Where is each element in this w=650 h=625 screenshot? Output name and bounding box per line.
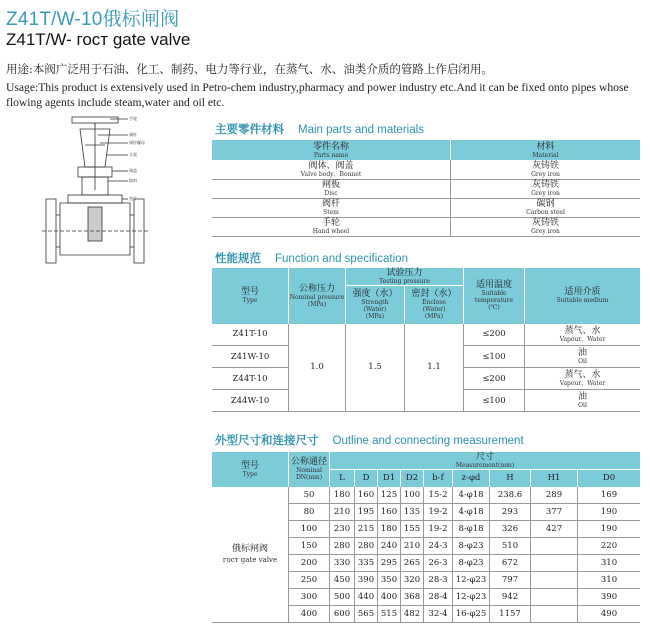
dn-cell: 300 (289, 589, 330, 606)
dim-cell (531, 538, 578, 555)
dim-cell: 4-φ18 (453, 487, 490, 504)
materials-table (212, 140, 640, 237)
material-cell: 灰铸铁 Grey iron (451, 160, 641, 179)
dims-col-header: H (490, 470, 531, 487)
dim-cell: 100 (401, 487, 424, 504)
table-row (212, 198, 640, 217)
dims-col-header: D (355, 470, 378, 487)
drawing-label: 支架 (129, 152, 137, 157)
dim-cell: 4-φ18 (453, 504, 490, 521)
dim-cell: 8-φ18 (453, 521, 490, 538)
dims-col-header: H1 (531, 470, 578, 487)
dn-cell: 250 (289, 572, 330, 589)
medium-cell: 油 Oil (525, 346, 641, 368)
dim-cell: 32-4 (424, 606, 453, 623)
materials-section-title (215, 121, 424, 137)
dn-cell: 400 (289, 606, 330, 623)
gate-valve-drawing-icon (40, 115, 160, 275)
dim-cell: 310 (578, 572, 641, 589)
dims-col-header: b-f (424, 470, 453, 487)
dims-type-en: гост gate valve (222, 556, 278, 565)
dim-cell: 230 (330, 521, 355, 538)
drawing-label: 填料 (129, 178, 137, 183)
dim-cell: 1157 (490, 606, 531, 623)
drawing-label: 阀盖 (129, 168, 137, 173)
dim-cell: 190 (578, 504, 641, 521)
dim-cell: 160 (355, 487, 378, 504)
dim-cell: 326 (490, 521, 531, 538)
dim-cell: 565 (355, 606, 378, 623)
dim-cell: 330 (330, 555, 355, 572)
material-cell: 碳钢 Carbon steel (451, 198, 641, 217)
dim-cell (531, 589, 578, 606)
dim-cell: 440 (355, 589, 378, 606)
dn-cell: 150 (289, 538, 330, 555)
dim-cell: 280 (330, 538, 355, 555)
dim-cell: 350 (378, 572, 401, 589)
material-cell: 灰铸铁 Grey iron (451, 179, 641, 198)
dims-header-type: 型号 Type (240, 460, 259, 478)
drawing-label: 手轮 (129, 116, 137, 121)
drawing-label: 阀杆螺母 (129, 140, 145, 145)
usage-text-en: Usage:This product is extensively used in Petro-chem industry,pharmacy and power industry etc.And it can be fixed onto pipes whose flowing agents include steam,water and oil etc. (6, 81, 629, 109)
temp-cell: ≤200 (464, 368, 525, 390)
dim-cell: 12-φ23 (453, 572, 490, 589)
part-cell: 阀杆 Stem (321, 199, 340, 216)
dims-type-cell (212, 487, 289, 623)
drawing-label: 垫片 (129, 196, 137, 201)
dims-section-title (215, 432, 524, 448)
spec-header-nominal: 公称压力 Nominal pressure (MPa) (289, 268, 346, 324)
type-cell: Z44T-10 (212, 368, 289, 390)
materials-title-cn: 主要零件材料 (215, 122, 284, 136)
dim-cell: 15-2 (424, 487, 453, 504)
dim-cell: 797 (490, 572, 531, 589)
dim-cell: 12-φ23 (453, 589, 490, 606)
dim-cell: 210 (330, 504, 355, 521)
dim-cell: 8-φ23 (453, 555, 490, 572)
dim-cell: 28-3 (424, 572, 453, 589)
dim-cell: 19-2 (424, 521, 453, 538)
dn-cell: 50 (289, 487, 330, 504)
dim-cell: 265 (401, 555, 424, 572)
materials-header-material: 材料 Material (451, 140, 641, 160)
dim-cell: 125 (378, 487, 401, 504)
dim-cell: 169 (578, 487, 641, 504)
dim-cell: 8-φ23 (453, 538, 490, 555)
materials-title-en: Main parts and materials (298, 124, 424, 136)
dim-cell: 295 (378, 555, 401, 572)
part-cell: 闸板 Disc (321, 180, 340, 197)
usage-text-cn: 用途:本阀广泛用于石油、化工、制药、电力等行业，在蒸气、水、油类介质的管路上作启闭用。 (6, 62, 493, 76)
dim-cell: 490 (578, 606, 641, 623)
dim-cell: 320 (401, 572, 424, 589)
medium-cell: 蒸气、水 Vapour、Water (525, 324, 641, 346)
spec-header-temperature: 适用温度 Suitable temperature (℃) (464, 268, 525, 324)
spec-section-title (215, 250, 408, 266)
dims-col-header: D1 (378, 470, 401, 487)
dims-title-cn: 外型尺寸和连接尺寸 (215, 433, 319, 447)
temp-cell: ≤200 (464, 324, 525, 346)
page-subtitle: Z41T/W- гост gate valve (6, 30, 191, 49)
dims-title-en: Outline and connecting measurement (332, 435, 524, 447)
dim-cell: 500 (330, 589, 355, 606)
spec-header-testing: 试验压力 Testing pressure (346, 268, 464, 286)
dim-cell: 368 (401, 589, 424, 606)
temp-cell: ≤100 (464, 346, 525, 368)
dn-cell: 200 (289, 555, 330, 572)
dim-cell: 180 (378, 521, 401, 538)
dim-cell: 390 (578, 589, 641, 606)
table-row (212, 324, 640, 346)
materials-header-part: 零件名称 Parts name (312, 141, 349, 159)
table-row (212, 160, 640, 179)
dim-cell: 377 (531, 504, 578, 521)
dim-cell (531, 572, 578, 589)
dim-cell: 289 (531, 487, 578, 504)
dim-cell: 135 (401, 504, 424, 521)
dim-cell: 220 (578, 538, 641, 555)
type-cell: Z44W-10 (212, 390, 289, 412)
spec-title-cn: 性能规范 (215, 251, 261, 265)
page-title: Z41T/W-10俄标闸阀 (6, 9, 180, 30)
dim-cell: 28-4 (424, 589, 453, 606)
spec-table (212, 268, 640, 412)
dims-header-measurement: 尺寸 Measurement(mm) (330, 452, 641, 470)
dim-cell: 238.6 (490, 487, 531, 504)
dims-type-cn: 俄标闸阀 (231, 544, 268, 555)
dim-cell: 180 (330, 487, 355, 504)
spec-header-medium: 适用介质 Suitable medium (525, 268, 641, 324)
spec-header-type: 型号 Type (240, 287, 259, 305)
spec-header-enclose: 密封（水） Enclose (Water) (MPa) (405, 286, 464, 324)
material-cell: 灰铸铁 Grey iron (451, 217, 641, 236)
temp-cell: ≤100 (464, 390, 525, 412)
dim-cell: 450 (330, 572, 355, 589)
enclose-cell: 1.1 (405, 324, 464, 412)
strength-cell: 1.5 (346, 324, 405, 412)
medium-cell: 油 Oil (525, 390, 641, 412)
dim-cell (531, 606, 578, 623)
dims-col-header: L (330, 470, 355, 487)
table-row (212, 487, 640, 504)
dim-cell: 215 (355, 521, 378, 538)
table-row (212, 217, 640, 236)
dim-cell: 26-3 (424, 555, 453, 572)
part-cell: 手轮 Hand wheel (312, 218, 350, 235)
dim-cell: 210 (401, 538, 424, 555)
dim-cell: 427 (531, 521, 578, 538)
medium-cell: 蒸气、水 Vapour、Water (525, 368, 641, 390)
type-cell: Z41W-10 (212, 346, 289, 368)
dim-cell: 280 (355, 538, 378, 555)
dim-cell: 482 (401, 606, 424, 623)
dim-cell: 390 (355, 572, 378, 589)
dn-cell: 80 (289, 504, 330, 521)
handwheel-shape (72, 117, 118, 123)
drawing-label: 阀杆 (129, 132, 137, 137)
dim-cell: 400 (378, 589, 401, 606)
dim-cell: 942 (490, 589, 531, 606)
dim-cell: 160 (378, 504, 401, 521)
nominal-cell: 1.0 (289, 324, 346, 412)
dim-cell: 16-φ25 (453, 606, 490, 623)
part-cell: 阀体、阀盖 Valve body、Bonnet (300, 160, 362, 178)
dims-table (212, 452, 640, 623)
dim-cell: 240 (378, 538, 401, 555)
dim-cell: 195 (355, 504, 378, 521)
dim-cell: 190 (578, 521, 641, 538)
dim-cell: 510 (490, 538, 531, 555)
dims-header-dn: 公称通径 Nominal DN(mm) (289, 452, 330, 487)
dim-cell: 155 (401, 521, 424, 538)
dim-cell: 310 (578, 555, 641, 572)
dim-cell (531, 555, 578, 572)
dim-cell: 515 (378, 606, 401, 623)
dim-cell: 672 (490, 555, 531, 572)
dn-cell: 100 (289, 521, 330, 538)
dim-cell: 19-2 (424, 504, 453, 521)
type-cell: Z41T-10 (212, 324, 289, 346)
dims-col-header: z-φd (453, 470, 490, 487)
dims-col-header: D0 (578, 470, 641, 487)
dim-cell: 24-3 (424, 538, 453, 555)
dim-cell: 600 (330, 606, 355, 623)
spec-header-strength: 强度（水） Strength (Water) (MPa) (346, 286, 405, 324)
dim-cell: 293 (490, 504, 531, 521)
dims-col-header: D2 (401, 470, 424, 487)
dim-cell: 335 (355, 555, 378, 572)
table-row (212, 179, 640, 198)
spec-title-en: Function and specification (275, 253, 408, 265)
